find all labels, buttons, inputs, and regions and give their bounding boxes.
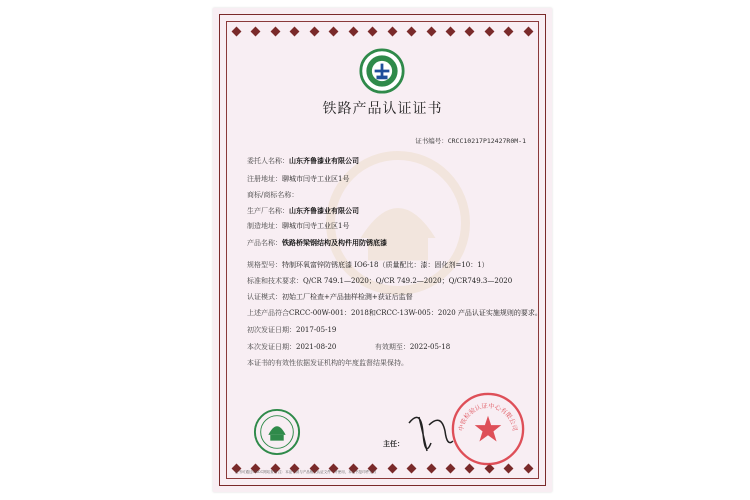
border-diamond-icon: [368, 27, 378, 37]
fineprint: 证书可通过CRCC网站查询 注：本证书须与产品相关认证文件一并使用，本证书复印件无效: [235, 470, 377, 474]
border-diamond-icon: [387, 27, 397, 37]
border-diamond-icon: [504, 27, 514, 37]
cert-no-label: 证书编号：: [415, 137, 448, 145]
cert-no-value: CRCC10217P12427R0M-1: [447, 137, 526, 145]
field-label: 规格型号：: [247, 261, 282, 269]
field-compliance: [247, 308, 542, 318]
field-label: 初次发证日期：: [247, 326, 296, 334]
top-diamond-border: [233, 28, 532, 35]
field-label: 认证模式：: [247, 293, 282, 301]
field-value: 铁路桥梁钢结构及构件用防锈底漆: [282, 238, 387, 247]
certificate-number: [415, 136, 526, 145]
field-value: CRCC-00W-001：2018和CRCC-13W-005：2020 产品认证实施规则的要求。: [289, 309, 542, 317]
field-validity-note: [247, 358, 408, 368]
border-diamond-icon: [251, 27, 261, 37]
border-diamond-icon: [309, 27, 319, 37]
crcc-logo-icon: [359, 48, 405, 94]
field-label: 产品名称：: [247, 239, 282, 247]
certificate-title: 铁路产品认证证书: [322, 101, 443, 117]
border-diamond-icon: [407, 27, 417, 37]
border-diamond-icon: [329, 27, 339, 37]
border-diamond-icon: [523, 27, 533, 37]
border-diamond-icon: [290, 27, 300, 37]
expiry-value: 2022-05-18: [409, 343, 451, 351]
field-label: 标准和技术要求：: [247, 277, 303, 285]
field-value: Q/CR 749.1—2020；Q/CR 749.2—2020；Q/CR749.3—2020: [303, 277, 513, 285]
field-manufacturing-address: [247, 221, 349, 231]
field-label: 生产厂名称：: [247, 207, 289, 215]
field-value: 特制环氧富锌防锈底漆 IO6-18（质量配比：漆：固化剂=10：1）: [282, 261, 489, 269]
field-trademark: [247, 190, 298, 200]
field-value: 聊城市闫寺工业区1号: [282, 175, 350, 183]
field-standards: [247, 276, 512, 286]
field-value: 2017-05-19: [296, 326, 337, 334]
field-label: 委托人名称：: [247, 157, 289, 165]
field-value: 聊城市闫寺工业区1号: [282, 222, 350, 230]
border-diamond-icon: [446, 27, 456, 37]
field-label: 制造地址：: [247, 222, 282, 230]
certificate: [213, 8, 552, 492]
field-issue-date: [247, 342, 450, 352]
field-value: 山东齐鲁漆业有限公司: [289, 156, 359, 165]
field-product-name: [247, 238, 387, 248]
crcc-footer-logo-icon: [253, 408, 301, 456]
field-certification-mode: [247, 292, 413, 302]
border-diamond-icon: [426, 27, 436, 37]
expiry-label: 有效期至：: [374, 343, 410, 351]
border-diamond-icon: [348, 27, 358, 37]
field-value: 初始工厂检查+产品抽样检测+获证后监督: [282, 293, 413, 301]
border-diamond-icon: [270, 27, 280, 37]
field-registered-address: [247, 174, 349, 184]
field-label: 上述产品符合: [247, 309, 289, 317]
border-diamond-icon: [484, 27, 494, 37]
field-label: 本次发证日期：: [247, 343, 296, 351]
field-value: 山东齐鲁漆业有限公司: [289, 206, 359, 215]
field-value: 2021-08-20: [296, 343, 337, 351]
field-label: 本证书的有效性依据发证机构的年度监督结果保持。: [247, 359, 408, 367]
border-diamond-icon: [232, 27, 242, 37]
field-first-issue-date: [247, 325, 336, 335]
official-seal-icon: [449, 390, 527, 468]
field-label: 商标/商标名称：: [247, 191, 299, 199]
border-diamond-icon: [465, 27, 475, 37]
field-model: [247, 260, 489, 270]
field-manufacturer: [247, 206, 359, 216]
director-label: 主任：: [383, 439, 404, 448]
seal-text: 中铁检验认证中心有限公司: [457, 402, 519, 432]
field-label: 注册地址：: [247, 175, 282, 183]
field-client: [247, 156, 359, 166]
